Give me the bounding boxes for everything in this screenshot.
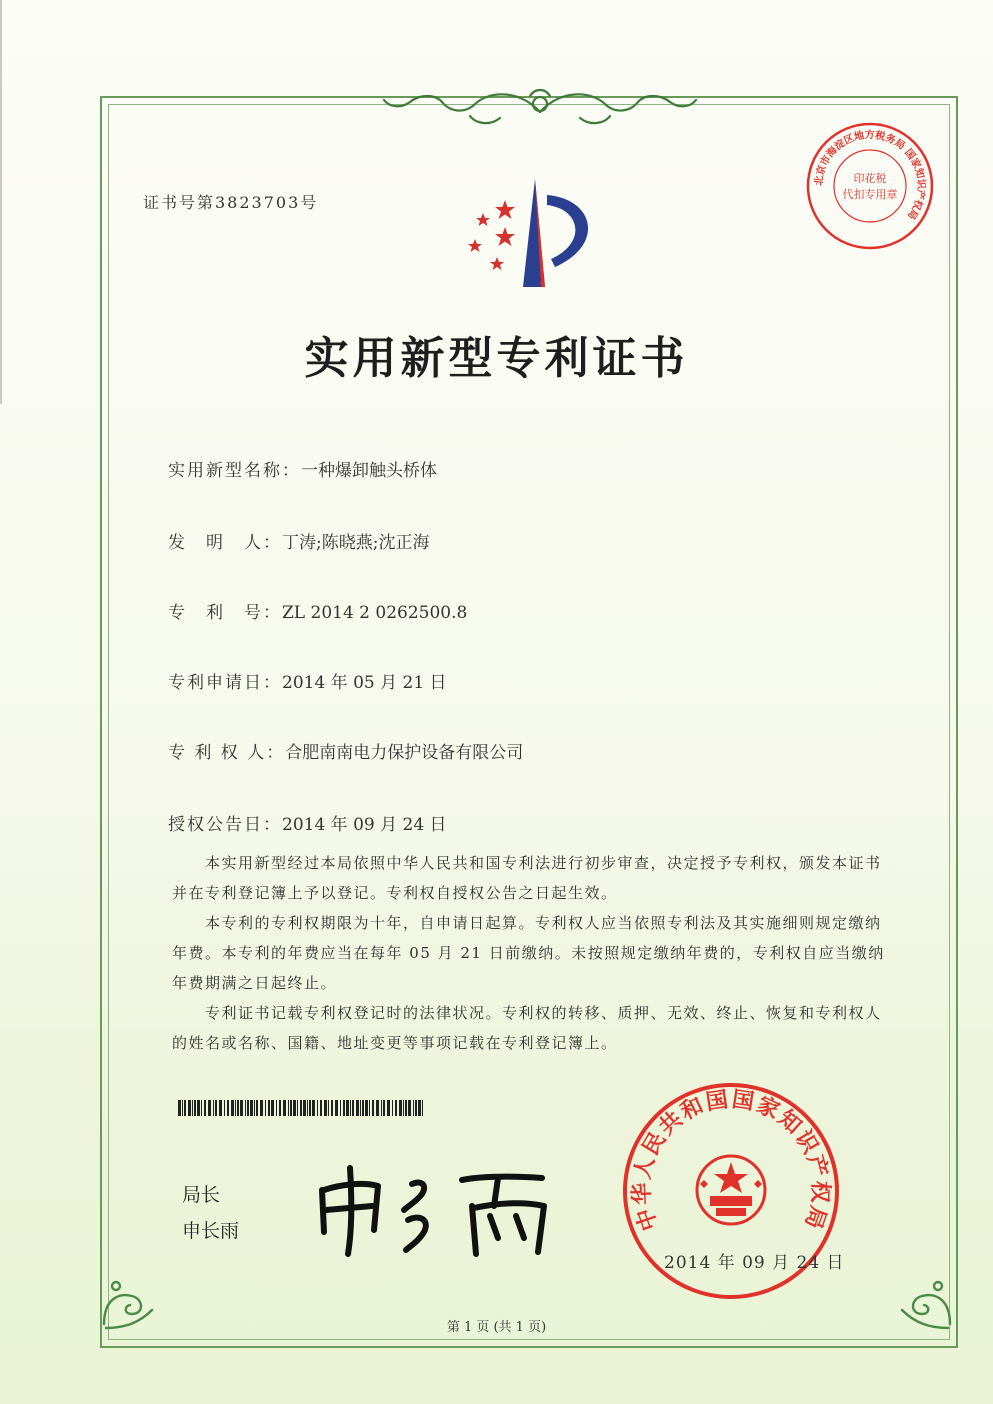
handwritten-signature	[312, 1150, 562, 1260]
field-filing-date	[168, 668, 447, 693]
barcode-bar	[422, 1100, 423, 1116]
barcode-bar	[215, 1100, 217, 1116]
field-value: 丁涛;陈晓燕;沈正海	[282, 533, 430, 553]
barcode-bar	[297, 1100, 298, 1116]
body-paragraph: 本专利的专利权期限为十年，自申请日起算。专利权人应当依照专利法及其实施细则规定缴纳年费。本专利的年费应当在每年 05 月 21 日前缴纳。未按照规定缴纳年费的，专利权自应当缴纳年费期满之日起终止。	[172, 914, 885, 992]
barcode-bar	[369, 1100, 370, 1116]
tax-stamp-line2: 代扣专用章	[842, 188, 898, 201]
barcode-bar	[235, 1100, 236, 1116]
barcode-bar	[194, 1100, 196, 1116]
director-title: 局长	[182, 1184, 221, 1206]
field-value: 合肥南南电力保护设备有限公司	[285, 743, 524, 763]
seal-arc-text: 中华人民共和国国家知识产权局	[629, 1087, 833, 1234]
body-paragraph: 本实用新型经过本局依照中华人民共和国专利法进行初步审查，决定授予专利权，颁发本证书并在专利登记簿上予以登记。专利权自授权公告之日起生效。	[172, 854, 882, 902]
barcode-bar	[331, 1100, 333, 1116]
barcode-bar	[240, 1100, 243, 1116]
barcode-bar	[227, 1100, 229, 1116]
barcode-bar	[188, 1100, 191, 1116]
barcode-bar	[184, 1100, 186, 1116]
barcode-bar	[254, 1100, 255, 1116]
field-name	[168, 456, 437, 481]
barcode-bar	[381, 1100, 382, 1116]
patent-office-logo-icon	[455, 175, 615, 290]
field-value: 2014 年 09 月 24 日	[282, 815, 447, 835]
field-value: ZL 2014 2 0262500.8	[282, 603, 468, 623]
barcode-bar	[192, 1100, 193, 1116]
barcode-bar	[360, 1100, 361, 1116]
field-patent-number	[168, 598, 467, 623]
barcode-bar	[383, 1100, 385, 1116]
barcode-bar	[392, 1100, 393, 1116]
barcode-bar	[276, 1100, 277, 1116]
field-grant-date	[168, 810, 447, 835]
barcode-bar	[231, 1100, 234, 1116]
field-label: 实用新型名称：	[168, 461, 301, 481]
field-inventor	[168, 528, 429, 553]
barcode-bar	[346, 1100, 349, 1116]
barcode-bar	[418, 1100, 421, 1116]
barcode-bar	[201, 1100, 202, 1116]
tax-stamp-arc-text: 北京市海淀区地方税务局 国家知识产权局	[813, 129, 927, 221]
barcode-bar	[340, 1100, 341, 1116]
barcode-bar	[290, 1100, 292, 1116]
barcode-bar	[293, 1100, 296, 1116]
barcode-bar	[395, 1100, 397, 1116]
field-label: 专 利 权 人：	[168, 743, 286, 763]
field-value: 2014 年 05 月 21 日	[282, 673, 447, 693]
certificate-number: 证书号第3823703号	[143, 193, 319, 212]
barcode-bar	[312, 1100, 315, 1116]
director-name: 申长雨	[182, 1220, 240, 1242]
barcode-bar	[213, 1100, 214, 1116]
barcode-bar	[283, 1100, 286, 1116]
page-footer: 第 1 页 (共 1 页)	[446, 1320, 547, 1335]
barcode-bar	[405, 1100, 407, 1116]
barcode-bar	[237, 1100, 239, 1116]
barcode-bar	[288, 1100, 289, 1116]
barcode-bar	[265, 1100, 266, 1116]
barcode-bar	[403, 1100, 404, 1116]
tax-stamp-seal	[804, 120, 936, 252]
barcode-bar	[268, 1100, 270, 1116]
certificate-title: 实用新型专利证书	[304, 333, 689, 384]
body-paragraph: 专利证书记载专利权登记时的法律状况。专利权的转移、质押、无效、终止、恢复和专利权人的姓名或名称、国籍、地址变更等事项记载在专利登记簿上。	[172, 1004, 882, 1052]
certificate-body	[172, 848, 892, 1058]
barcode-bar	[362, 1100, 364, 1116]
top-ornament-icon	[380, 82, 700, 130]
field-label: 授权公告日：	[168, 815, 282, 835]
barcode-bar	[300, 1100, 302, 1116]
barcode-bar	[350, 1100, 351, 1116]
seal-date: 2014 年 09 月 24 日	[664, 1253, 845, 1273]
barcode-bar	[256, 1100, 258, 1116]
barcode-bar	[245, 1100, 246, 1116]
barcode-bar	[250, 1100, 253, 1116]
barcode-bar	[413, 1100, 414, 1116]
field-label: 专利申请日：	[168, 673, 282, 693]
barcode-bar	[356, 1100, 359, 1116]
barcode-bar	[247, 1100, 249, 1116]
barcode-bar	[279, 1100, 281, 1116]
barcode-bar	[309, 1100, 311, 1116]
barcode-bar	[197, 1100, 200, 1116]
barcode-bar	[271, 1100, 274, 1116]
tax-stamp-line1: 印花税	[853, 172, 887, 185]
field-value: 一种爆卸触头桥体	[301, 461, 437, 481]
barcode-bar	[328, 1100, 329, 1116]
barcode-bar	[352, 1100, 354, 1116]
barcode-bar	[208, 1100, 211, 1116]
barcode-bar	[260, 1100, 263, 1116]
barcode-bar	[408, 1100, 411, 1116]
barcode-bar	[365, 1100, 368, 1116]
field-patentee	[168, 738, 523, 763]
barcode-bar	[219, 1100, 222, 1116]
field-label: 专 利 号：	[168, 603, 282, 623]
barcode-bar	[343, 1100, 345, 1116]
barcode-bar	[178, 1100, 181, 1116]
barcode-bar	[324, 1100, 327, 1116]
barcode-bar	[317, 1100, 318, 1116]
barcode-bar	[335, 1100, 338, 1116]
field-label: 发 明 人：	[168, 533, 282, 553]
barcode	[178, 1100, 426, 1116]
barcode-bar	[307, 1100, 308, 1116]
barcode-bar	[399, 1100, 402, 1116]
barcode-bar	[376, 1100, 379, 1116]
barcode-bar	[204, 1100, 206, 1116]
barcode-bar	[415, 1100, 417, 1116]
barcode-bar	[372, 1100, 374, 1116]
barcode-bar	[320, 1100, 322, 1116]
barcode-bar	[303, 1100, 306, 1116]
barcode-bar	[387, 1100, 390, 1116]
barcode-bar	[182, 1100, 183, 1116]
barcode-bar	[224, 1100, 225, 1116]
